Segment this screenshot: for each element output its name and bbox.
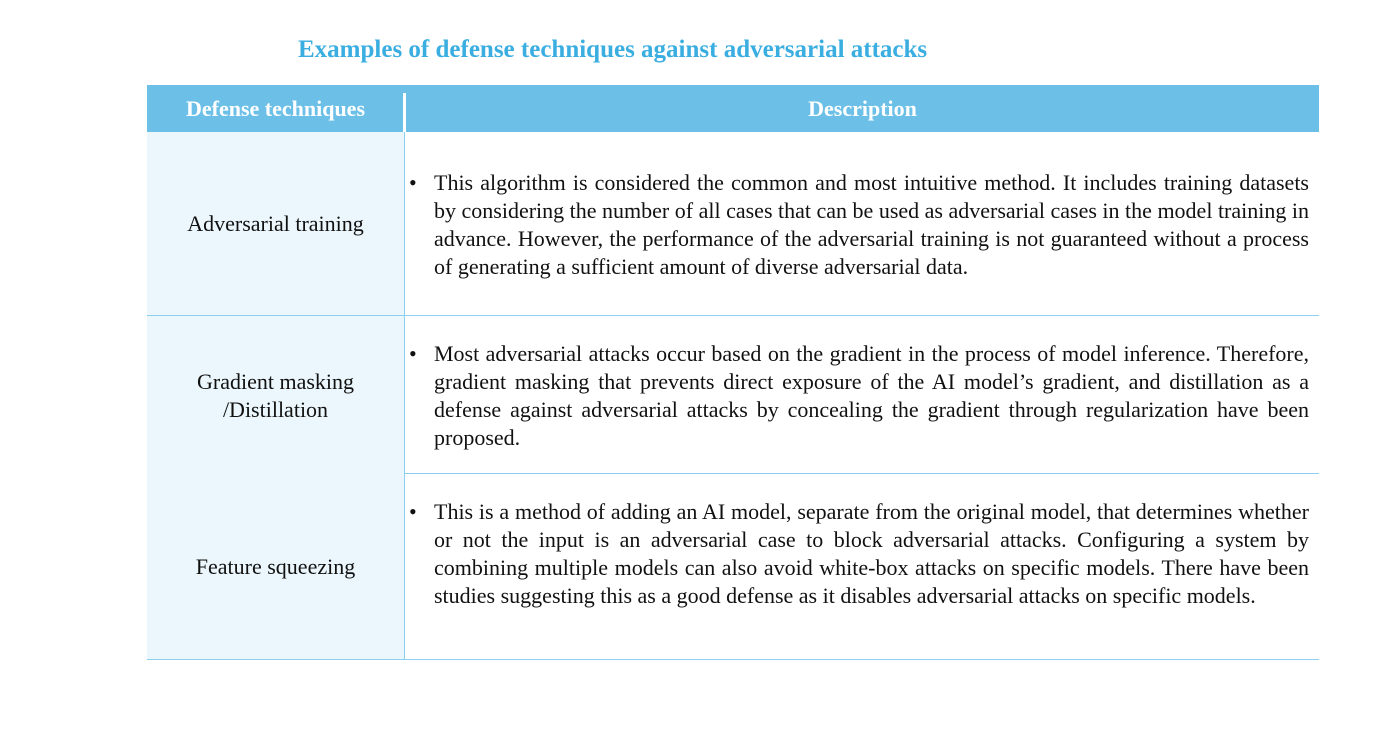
technique-adversarial-training: Adversarial training: [187, 211, 364, 236]
table-header: [147, 85, 1319, 132]
defense-techniques-table: [147, 85, 1319, 660]
row-divider: [147, 315, 1319, 316]
row-divider: [404, 473, 1319, 474]
table-bottom-border: [147, 659, 1319, 660]
technique-line: /Distillation: [222, 397, 329, 422]
description-adversarial-training: [409, 169, 1309, 281]
description-gradient-masking: [409, 340, 1309, 452]
description-text: This algorithm is considered the common and most intuitive method. It includes training datasets by considering the number of all cases that can be used as adversarial cases in the model training in advance. However, the performance of the adversarial training is not guaranteed without a process of generating a sufficient amount of diverse adversarial data.: [434, 170, 1309, 279]
header-description: Description: [808, 96, 917, 121]
description-feature-squeezing: [409, 498, 1309, 610]
header-defense-techniques: Defense techniques: [185, 96, 366, 121]
bullet-marker: •: [409, 170, 417, 195]
description-text: This is a method of adding an AI model, separate from the original model, that determines whether or not the input is an adversarial case to block adversarial attacks. Configuring a system by combining multiple models can also avoid white-box attacks on specific models. There have been studies suggesting this as a good defense as it disables adversarial attacks on specific models.: [434, 499, 1309, 608]
technique-feature-squeezing: Feature squeezing: [195, 554, 356, 579]
description-text: Most adversarial attacks occur based on the gradient in the process of model inference. Therefore, gradient masking that prevents direct exposure of the AI model’s gradient, and distillation as a defense against adversarial attacks by concealing the gradient through regularization have been proposed.: [434, 341, 1309, 450]
technique-gradient-masking: [147, 368, 404, 424]
bullet-marker: •: [409, 341, 417, 366]
technique-line: Gradient masking: [196, 369, 355, 394]
column-divider: [404, 132, 405, 660]
page-title: Examples of defense techniques against adversarial attacks: [298, 36, 928, 63]
bullet-marker: •: [409, 499, 417, 524]
